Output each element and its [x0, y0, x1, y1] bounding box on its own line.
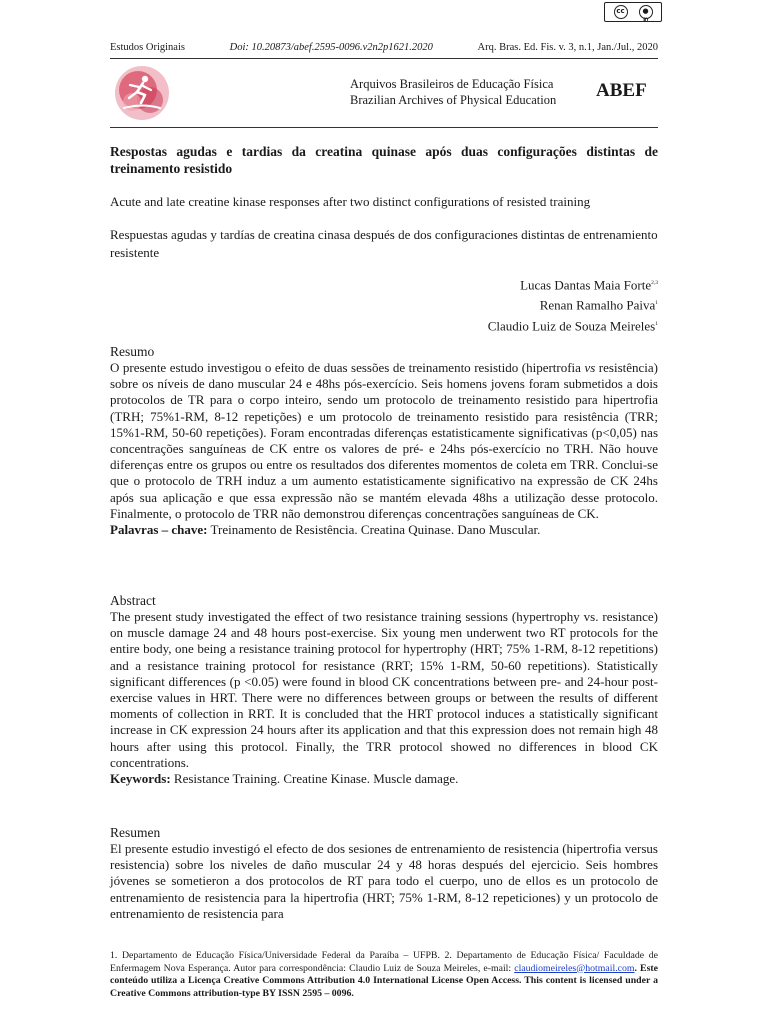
resumo-section — [110, 343, 658, 538]
abstract-heading: Abstract — [110, 593, 156, 608]
running-header — [110, 42, 658, 53]
author-affiliation: 1 — [655, 320, 658, 327]
author-affiliation: 1 — [655, 300, 658, 307]
author-entry — [488, 274, 658, 294]
author-name: Renan Ramalho Paiva — [539, 297, 656, 313]
attribution-person-icon: ● — [639, 5, 653, 19]
header-divider — [110, 58, 658, 59]
abstract-text: The present study investigated the effect of two resistance training sessions (hypertrophy vs. resistance) on muscle damage 24 and 48 hours post-exercise. Six young men underwent two RT protocols for the entire body, one being a resistance training protocol for hypertrophy (HRT; 75% 1-RM, 8-12 repetitions) and a resistance training protocol for resistance (RRT; 15% 1-RM, 50-60 repetitions). Statistically significant differences (p <0.05) were found in blood CK concentrations between pre- and 24-hour post-exercise values in HRT. There were no differences between groups or between the results of different moments of collection in RRT. It is concluded that the HRT protocol induces a statistically significant increase in CK expression 24 hours after its application and that this expression does not remain high 48 hours after using this protocol. Finally, the TRR protocol showed no differences in blood CK concentrations. — [110, 609, 658, 770]
citation-text: Arq. Bras. Ed. Fis. v. 3, n.1, Jan./Jul., 2020 — [477, 42, 658, 53]
abstract-section — [110, 592, 658, 787]
footnote-affiliations: 1. Departamento de Educação Física/Universidade Federal da Paraíba – UFPB. 2. Departamento de Educação Física/ Faculdade de Enfermagem Nova Esperança. Autor para correspondência: Claudio Luiz de Souza Meireles, e-mail: — [110, 950, 658, 974]
creative-commons-icon: cc — [614, 5, 628, 19]
title-english: Acute and late creatine kinase responses after two distinct configurations of resisted training — [110, 194, 591, 209]
author-entry — [488, 294, 658, 314]
author-name: Lucas Dantas Maia Forte — [520, 277, 652, 293]
resumo-text: O presente estudo investigou o efeito de duas sessões de treinamento resistido (hipertrofia vs resistência) sobre os níveis de dano muscular 24 e 48hs pós-exercício. Seis homens jovens foram submetidos a dois protocolos de TR para o corpo inteiro, sendo um protocolo de treinamento resistido para hipertrofia (TRH; 75%1-RM, 8-12 repetições) e um protocolo de treinamento resistido para resistência (TRR; 15%1-RM, 50-60 repetições). Foram encontradas diferenças estatisticamente significativas (p<0,05) nas concentrações sanguíneas de CK entre os valores de pré- e 24hs pós-exercício no TRH. Não houve diferenças entre os grupos ou entre os resultados dos diferentes momentos de coleta em TRR. Conclui-se que o protocolo de TRH induz a um aumento estatisticamente significativo na expressão de CK 24hs após sua aplicação e que essa expressão não se mantém elevada 48hs a utilização desse protocolo. Finalmente, o protocolo de TRR não demonstrou diferenças concentrações sanguíneas de CK. — [110, 360, 658, 521]
cc-license-badge[interactable] — [604, 2, 662, 22]
masthead-divider — [110, 127, 658, 128]
title-spanish: Respuestas agudas y tardías de creatina cinasa después de dos configuraciones distintas de entrenamiento resistente — [110, 227, 658, 260]
author-name: Claudio Luiz de Souza Meireles — [487, 317, 656, 333]
resumen-text: El presente estudio investigó el efecto de dos sesiones de entrenamiento de resistencia (hipertrofia versus resistencia) sobre los niveles de daño muscular 24 y 48 horas después del ejercicio. Seis hombres jóvenes se sometieron a dos protocolos de RT para todo el cuerpo, uno de ellos es un protocolo de entrenamiento de resistencia para la hipertrofia (HRT; 75% 1-RM, 8-12 repeticiones) y un protocolo de entrenamiento de resistencia para — [110, 841, 658, 921]
abstract-keywords: Keywords: Resistance Training. Creatine Kinase. Muscle damage. — [110, 771, 459, 787]
author-entry — [488, 315, 658, 335]
correspondence-email-link[interactable]: claudiomeireles@hotmail.com — [514, 962, 635, 974]
license-statement: . Este conteúdo utiliza a Licença Creative Commons Attribution 4.0 International License Open Access. This content is licensed under a Creative Commons attribution-type BY ISSN 2595 – 0096. — [110, 962, 659, 999]
author-affiliation: 2,3 — [651, 280, 658, 286]
resumo-keywords: Palavras – chave: Treinamento de Resistência. Creatina Quinase. Dano Muscular. — [110, 522, 541, 538]
article-page — [110, 0, 658, 1024]
section-label: Estudos Originais — [110, 42, 185, 53]
by-label: BY — [643, 17, 649, 22]
resumen-section — [110, 824, 658, 922]
journal-acronym: ABEF — [596, 80, 647, 101]
resumo-heading: Resumo — [110, 344, 155, 359]
title-portuguese: Respostas agudas e tardias da creatina quinase após duas configurações distintas de treinamento resistido — [110, 144, 658, 176]
athlete-logo-icon — [110, 62, 174, 124]
journal-name-pt: Arquivos Brasileiros de Educação Física — [350, 77, 554, 91]
journal-name-en: Brazilian Archives of Physical Education — [350, 93, 557, 107]
resumen-heading: Resumen — [110, 825, 161, 840]
journal-names — [350, 76, 556, 108]
doi-text: Doi: 10.20873/abef.2595-0096.v2n2p1621.2020 — [229, 42, 433, 53]
author-list — [488, 274, 658, 335]
footnote — [110, 950, 658, 1000]
